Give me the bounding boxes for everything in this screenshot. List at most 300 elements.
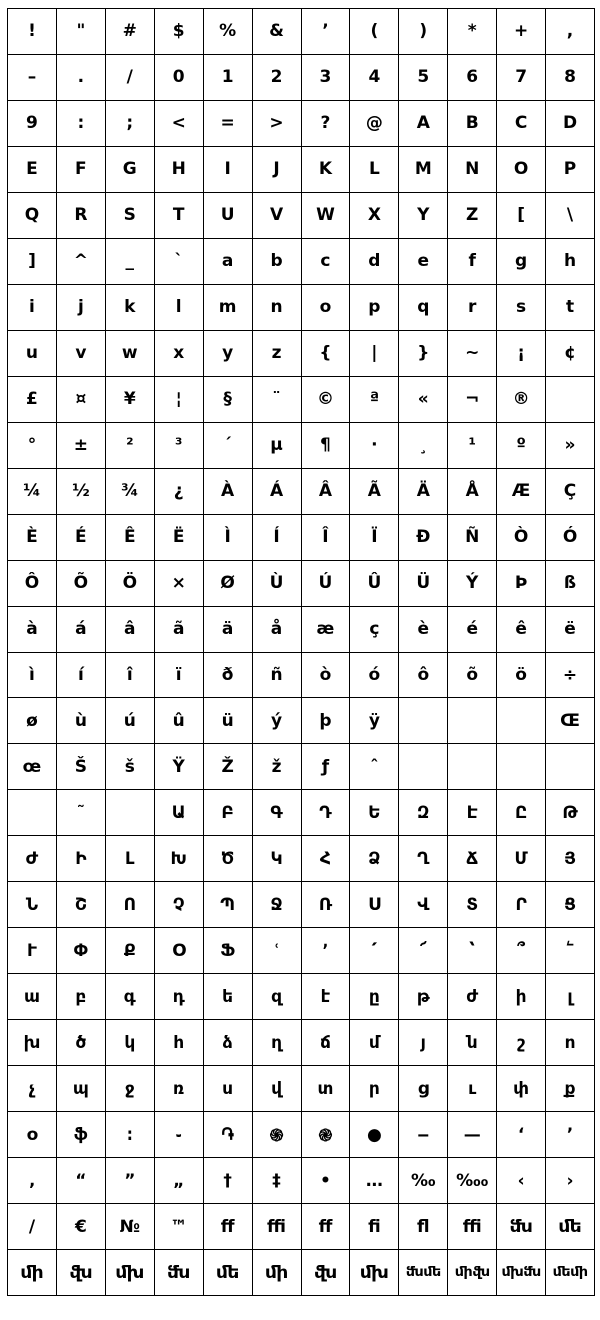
glyph-cell: Î	[302, 515, 351, 561]
glyph-cell: ì	[8, 653, 57, 699]
glyph-cell: Շ	[57, 882, 106, 928]
glyph-cell: Ÿ	[155, 744, 204, 790]
glyph-cell: X	[350, 193, 399, 239]
glyph-cell: 7	[497, 55, 546, 101]
glyph-cell: Ú	[302, 561, 351, 607]
glyph-cell: ¹	[448, 423, 497, 469]
glyph-cell: ղ	[253, 1020, 302, 1066]
glyph-cell: ●	[350, 1112, 399, 1158]
glyph-cell: (	[350, 9, 399, 55]
glyph-cell: ﬀ	[204, 1204, 253, 1250]
glyph-cell: æ	[302, 607, 351, 653]
glyph-cell: Ս	[350, 882, 399, 928]
glyph-cell: Ç	[546, 469, 595, 515]
glyph-cell: ©	[302, 377, 351, 423]
glyph-cell: M	[399, 147, 448, 193]
glyph-cell: 2	[253, 55, 302, 101]
glyph-cell: գ	[106, 974, 155, 1020]
glyph-cell: շ	[497, 1020, 546, 1066]
glyph-cell: ”	[106, 1158, 155, 1204]
glyph-cell: ՛	[350, 928, 399, 974]
glyph-cell: p	[350, 285, 399, 331]
glyph-cell: ջ	[106, 1066, 155, 1112]
glyph-cell: O	[497, 147, 546, 193]
glyph-cell: /	[8, 1204, 57, 1250]
glyph-cell	[546, 744, 595, 790]
glyph-cell: Đ	[399, 515, 448, 561]
glyph-cell: ¸	[399, 423, 448, 469]
glyph-cell: ¦	[155, 377, 204, 423]
glyph-cell: ճ	[302, 1020, 351, 1066]
glyph-cell: Ղ	[399, 836, 448, 882]
glyph-cell: ﬀ	[302, 1204, 351, 1250]
glyph-cell: Ք	[106, 928, 155, 974]
glyph-cell: ﬁ	[350, 1204, 399, 1250]
glyph-cell: t	[546, 285, 595, 331]
glyph-cell: ձ	[204, 1020, 253, 1066]
glyph-cell: 8	[546, 55, 595, 101]
glyph-cell: ~	[448, 331, 497, 377]
glyph-cell: ÷	[546, 653, 595, 699]
glyph-cell: _	[106, 239, 155, 285]
glyph-cell: G	[106, 147, 155, 193]
glyph-cell: w	[106, 331, 155, 377]
glyph-cell: å	[253, 607, 302, 653]
glyph-cell: g	[497, 239, 546, 285]
glyph-cell: ի	[497, 974, 546, 1020]
glyph-cell: ﬓﬔ	[399, 1250, 448, 1296]
glyph-cell: u	[8, 331, 57, 377]
glyph-cell: @	[350, 101, 399, 147]
glyph-cell: Æ	[497, 469, 546, 515]
glyph-cell: #	[106, 9, 155, 55]
glyph-cell: Ը	[497, 790, 546, 836]
glyph-cell: é	[448, 607, 497, 653]
glyph-cell: հ	[155, 1020, 204, 1066]
glyph-cell: â	[106, 607, 155, 653]
glyph-cell: ¾	[106, 469, 155, 515]
glyph-cell: f	[448, 239, 497, 285]
glyph-cell: Ý	[448, 561, 497, 607]
glyph-cell: =	[204, 101, 253, 147]
glyph-cell: þ	[302, 698, 351, 744]
glyph-cell: S	[106, 193, 155, 239]
glyph-cell: I	[204, 147, 253, 193]
glyph-cell: ’	[302, 9, 351, 55]
glyph-cell	[8, 790, 57, 836]
glyph-cell: «	[399, 377, 448, 423]
glyph-cell: Ճ	[448, 836, 497, 882]
glyph-cell: փ	[497, 1066, 546, 1112]
glyph-cell: ¤	[57, 377, 106, 423]
glyph-cell: պ	[57, 1066, 106, 1112]
glyph-cell: ՝	[448, 928, 497, 974]
glyph-cell: ’	[546, 1112, 595, 1158]
glyph-cell: Ռ	[302, 882, 351, 928]
glyph-cell: i	[8, 285, 57, 331]
glyph-cell: ý	[253, 698, 302, 744]
glyph-cell: [	[497, 193, 546, 239]
glyph-cell: ¢	[546, 331, 595, 377]
glyph-cell: Է	[448, 790, 497, 836]
glyph-cell: ա	[8, 974, 57, 1020]
glyph-cell: œ	[8, 744, 57, 790]
glyph-cell: °	[8, 423, 57, 469]
glyph-cell: ê	[497, 607, 546, 653]
glyph-cell: Š	[57, 744, 106, 790]
glyph-cell: Ջ	[253, 882, 302, 928]
glyph-cell: Վ	[399, 882, 448, 928]
glyph-cell: Ֆ	[204, 928, 253, 974]
glyph-cell: ž	[253, 744, 302, 790]
glyph-cell: ր	[350, 1066, 399, 1112]
glyph-cell: ՜	[399, 928, 448, 974]
glyph-cell: Ü	[399, 561, 448, 607]
glyph-cell: ո	[546, 1020, 595, 1066]
glyph-cell: ն	[448, 1020, 497, 1066]
glyph-cell: 3	[302, 55, 351, 101]
glyph-cell: a	[204, 239, 253, 285]
glyph-cell: ä	[204, 607, 253, 653]
glyph-cell: Հ	[302, 836, 351, 882]
glyph-grid	[7, 8, 595, 1296]
glyph-cell: »	[546, 423, 595, 469]
glyph-cell: ﬕ	[8, 1250, 57, 1296]
glyph-cell: n	[253, 285, 302, 331]
glyph-cell: }	[399, 331, 448, 377]
glyph-cell: թ	[399, 974, 448, 1020]
glyph-cell: Ø	[204, 561, 253, 607]
glyph-cell: վ	[253, 1066, 302, 1112]
glyph-cell: Ã	[350, 469, 399, 515]
glyph-cell: Գ	[253, 790, 302, 836]
glyph-cell: o	[302, 285, 351, 331]
glyph-cell: €	[57, 1204, 106, 1250]
glyph-cell: A	[399, 101, 448, 147]
glyph-cell: ¬	[448, 377, 497, 423]
glyph-cell: ˜	[57, 790, 106, 836]
glyph-cell: Դ	[302, 790, 351, 836]
glyph-cell: q	[399, 285, 448, 331]
glyph-cell: ը	[350, 974, 399, 1020]
glyph-cell: B	[448, 101, 497, 147]
glyph-cell: ‒	[399, 1112, 448, 1158]
glyph-cell: .	[57, 55, 106, 101]
glyph-cell: լ	[546, 974, 595, 1020]
glyph-cell: ›	[546, 1158, 595, 1204]
glyph-cell: Ë	[155, 515, 204, 561]
glyph-cell: ժ	[448, 974, 497, 1020]
glyph-cell: v	[57, 331, 106, 377]
glyph-cell: V	[253, 193, 302, 239]
glyph-cell: Ô	[8, 561, 57, 607]
glyph-cell: ֍	[253, 1112, 302, 1158]
glyph-cell: Û	[350, 561, 399, 607]
glyph-cell: R	[57, 193, 106, 239]
glyph-cell	[399, 698, 448, 744]
glyph-cell: ‡	[253, 1158, 302, 1204]
glyph-cell: 5	[399, 55, 448, 101]
glyph-cell: N	[448, 147, 497, 193]
glyph-cell: ²	[106, 423, 155, 469]
glyph-cell: ‱	[448, 1158, 497, 1204]
glyph-cell: Խ	[155, 836, 204, 882]
glyph-cell: Պ	[204, 882, 253, 928]
glyph-cell: ﬃ	[448, 1204, 497, 1250]
glyph-cell: Â	[302, 469, 351, 515]
glyph-cell: +	[497, 9, 546, 55]
glyph-cell: ﬕﬖ	[448, 1250, 497, 1296]
glyph-cell: ™	[155, 1204, 204, 1250]
glyph-cell: Ò	[497, 515, 546, 561]
glyph-cell: †	[204, 1158, 253, 1204]
glyph-cell: õ	[448, 653, 497, 699]
glyph-cell: ¿	[155, 469, 204, 515]
glyph-cell: *	[448, 9, 497, 55]
glyph-cell: Չ	[155, 882, 204, 928]
glyph-cell: Ù	[253, 561, 302, 607]
glyph-cell: ã	[155, 607, 204, 653]
glyph-cell: E	[8, 147, 57, 193]
glyph-cell: Թ	[546, 790, 595, 836]
glyph-cell: L	[350, 147, 399, 193]
glyph-cell: Լ	[106, 836, 155, 882]
glyph-cell: s	[497, 285, 546, 331]
glyph-cell: À	[204, 469, 253, 515]
glyph-cell	[497, 744, 546, 790]
glyph-cell: ՚	[302, 928, 351, 974]
glyph-cell: `	[155, 239, 204, 285]
glyph-cell: H	[155, 147, 204, 193]
glyph-cell: ‚	[8, 1158, 57, 1204]
glyph-cell: ƒ	[302, 744, 351, 790]
glyph-cell: z	[253, 331, 302, 377]
glyph-cell: û	[155, 698, 204, 744]
glyph-cell: 0	[155, 55, 204, 101]
glyph-cell: Ւ	[8, 928, 57, 974]
glyph-cell: Ն	[8, 882, 57, 928]
glyph-cell: Ñ	[448, 515, 497, 561]
glyph-cell: ﬔ	[204, 1250, 253, 1296]
glyph-cell	[106, 790, 155, 836]
glyph-cell: ՙ	[253, 928, 302, 974]
glyph-cell: Օ	[155, 928, 204, 974]
glyph-cell: Ի	[57, 836, 106, 882]
glyph-cell: Զ	[399, 790, 448, 836]
glyph-cell: —	[448, 1112, 497, 1158]
glyph-cell: ß	[546, 561, 595, 607]
glyph-cell: h	[546, 239, 595, 285]
glyph-cell: š	[106, 744, 155, 790]
glyph-cell: ե	[204, 974, 253, 1020]
glyph-cell: ﬖ	[302, 1250, 351, 1296]
glyph-cell: ç	[350, 607, 399, 653]
glyph-cell: ՟	[546, 928, 595, 974]
glyph-cell: ¥	[106, 377, 155, 423]
glyph-cell: )	[399, 9, 448, 55]
glyph-cell: Ö	[106, 561, 155, 607]
glyph-cell: r	[448, 285, 497, 331]
glyph-cell: F	[57, 147, 106, 193]
glyph-cell: №	[106, 1204, 155, 1250]
glyph-cell: ˆ	[350, 744, 399, 790]
glyph-cell: ﬔﬕ	[546, 1250, 595, 1296]
glyph-cell	[497, 698, 546, 744]
glyph-cell: Ä	[399, 469, 448, 515]
glyph-cell: K	[302, 147, 351, 193]
glyph-cell: …	[350, 1158, 399, 1204]
glyph-cell: :	[57, 101, 106, 147]
glyph-cell: c	[302, 239, 351, 285]
glyph-cell: ¼	[8, 469, 57, 515]
glyph-cell: !	[8, 9, 57, 55]
glyph-cell: ù	[57, 698, 106, 744]
glyph-cell: ﬗ	[350, 1250, 399, 1296]
glyph-cell: §	[204, 377, 253, 423]
glyph-cell: 4	[350, 55, 399, 101]
glyph-cell: խ	[8, 1020, 57, 1066]
glyph-cell: Ց	[546, 882, 595, 928]
glyph-cell: T	[155, 193, 204, 239]
glyph-cell: &	[253, 9, 302, 55]
glyph-cell: Í	[253, 515, 302, 561]
glyph-cell: ×	[155, 561, 204, 607]
glyph-cell: U	[204, 193, 253, 239]
glyph-cell: Á	[253, 469, 302, 515]
glyph-cell: Յ	[546, 836, 595, 882]
glyph-cell: l	[155, 285, 204, 331]
glyph-cell: m	[204, 285, 253, 331]
glyph-cell: չ	[8, 1066, 57, 1112]
glyph-cell: ¨	[253, 377, 302, 423]
glyph-cell: ﬓ	[155, 1250, 204, 1296]
glyph-cell: ﬂ	[399, 1204, 448, 1250]
glyph-cell: <	[155, 101, 204, 147]
glyph-cell: ü	[204, 698, 253, 744]
glyph-cell: ﬃ	[253, 1204, 302, 1250]
glyph-cell: È	[8, 515, 57, 561]
glyph-cell: ծ	[57, 1020, 106, 1066]
glyph-cell: ô	[399, 653, 448, 699]
glyph-cell: ՞	[497, 928, 546, 974]
glyph-cell: ‘	[497, 1112, 546, 1158]
glyph-cell: տ	[302, 1066, 351, 1112]
glyph-cell: –	[8, 55, 57, 101]
glyph-cell: յ	[399, 1020, 448, 1066]
glyph-cell: d	[350, 239, 399, 285]
glyph-cell: Õ	[57, 561, 106, 607]
glyph-cell: º	[497, 423, 546, 469]
glyph-cell: մ	[350, 1020, 399, 1066]
glyph-cell: Ž	[204, 744, 253, 790]
glyph-cell: ?	[302, 101, 351, 147]
glyph-cell: Փ	[57, 928, 106, 974]
glyph-cell: C	[497, 101, 546, 147]
glyph-cell: ։	[106, 1112, 155, 1158]
glyph-cell: ‰	[399, 1158, 448, 1204]
glyph-cell: b	[253, 239, 302, 285]
glyph-cell: ë	[546, 607, 595, 653]
glyph-cell: ֎	[302, 1112, 351, 1158]
glyph-cell: \	[546, 193, 595, 239]
glyph-cell: ,	[546, 9, 595, 55]
glyph-cell: j	[57, 285, 106, 331]
glyph-cell: Ա	[155, 790, 204, 836]
glyph-cell: ﬖ	[57, 1250, 106, 1296]
glyph-cell: Œ	[546, 698, 595, 744]
glyph-cell: è	[399, 607, 448, 653]
glyph-cell: ð	[204, 653, 253, 699]
glyph-cell: “	[57, 1158, 106, 1204]
glyph-cell: /	[106, 55, 155, 101]
glyph-cell: ﬔ	[546, 1204, 595, 1250]
glyph-cell: ]	[8, 239, 57, 285]
glyph-cell: y	[204, 331, 253, 377]
glyph-cell: Մ	[497, 836, 546, 882]
glyph-cell: ®	[497, 377, 546, 423]
glyph-cell: x	[155, 331, 204, 377]
glyph-cell: É	[57, 515, 106, 561]
glyph-cell: ÿ	[350, 698, 399, 744]
glyph-cell: Ո	[106, 882, 155, 928]
glyph-cell: ;	[106, 101, 155, 147]
glyph-cell: ¡	[497, 331, 546, 377]
glyph-cell: բ	[57, 974, 106, 1020]
glyph-cell: {	[302, 331, 351, 377]
glyph-cell: Å	[448, 469, 497, 515]
glyph-cell: ½	[57, 469, 106, 515]
glyph-cell: ﬓ	[497, 1204, 546, 1250]
glyph-cell: ñ	[253, 653, 302, 699]
glyph-cell: ֏	[204, 1112, 253, 1158]
glyph-cell: J	[253, 147, 302, 193]
glyph-cell: ú	[106, 698, 155, 744]
glyph-cell: Y	[399, 193, 448, 239]
glyph-cell: Q	[8, 193, 57, 239]
glyph-cell: î	[106, 653, 155, 699]
glyph-cell: ò	[302, 653, 351, 699]
glyph-cell: Ե	[350, 790, 399, 836]
glyph-cell: "	[57, 9, 106, 55]
glyph-cell: •	[302, 1158, 351, 1204]
glyph-cell: 6	[448, 55, 497, 101]
glyph-cell: $	[155, 9, 204, 55]
glyph-cell: Ê	[106, 515, 155, 561]
glyph-cell: P	[546, 147, 595, 193]
glyph-cell: ±	[57, 423, 106, 469]
glyph-cell: Ó	[546, 515, 595, 561]
glyph-cell: e	[399, 239, 448, 285]
glyph-cell: Z	[448, 193, 497, 239]
glyph-cell: ‹	[497, 1158, 546, 1204]
glyph-cell: ^	[57, 239, 106, 285]
glyph-cell: %	[204, 9, 253, 55]
glyph-cell: „	[155, 1158, 204, 1204]
glyph-cell: Ր	[497, 882, 546, 928]
glyph-cell: ø	[8, 698, 57, 744]
glyph-cell: կ	[106, 1020, 155, 1066]
glyph-cell	[546, 377, 595, 423]
glyph-cell	[448, 744, 497, 790]
glyph-cell: Ï	[350, 515, 399, 561]
glyph-cell: ¶	[302, 423, 351, 469]
glyph-cell: Ծ	[204, 836, 253, 882]
glyph-cell: Ժ	[8, 836, 57, 882]
glyph-cell: ք	[546, 1066, 595, 1112]
glyph-cell: ֊	[155, 1112, 204, 1158]
glyph-cell: Կ	[253, 836, 302, 882]
glyph-cell: |	[350, 331, 399, 377]
